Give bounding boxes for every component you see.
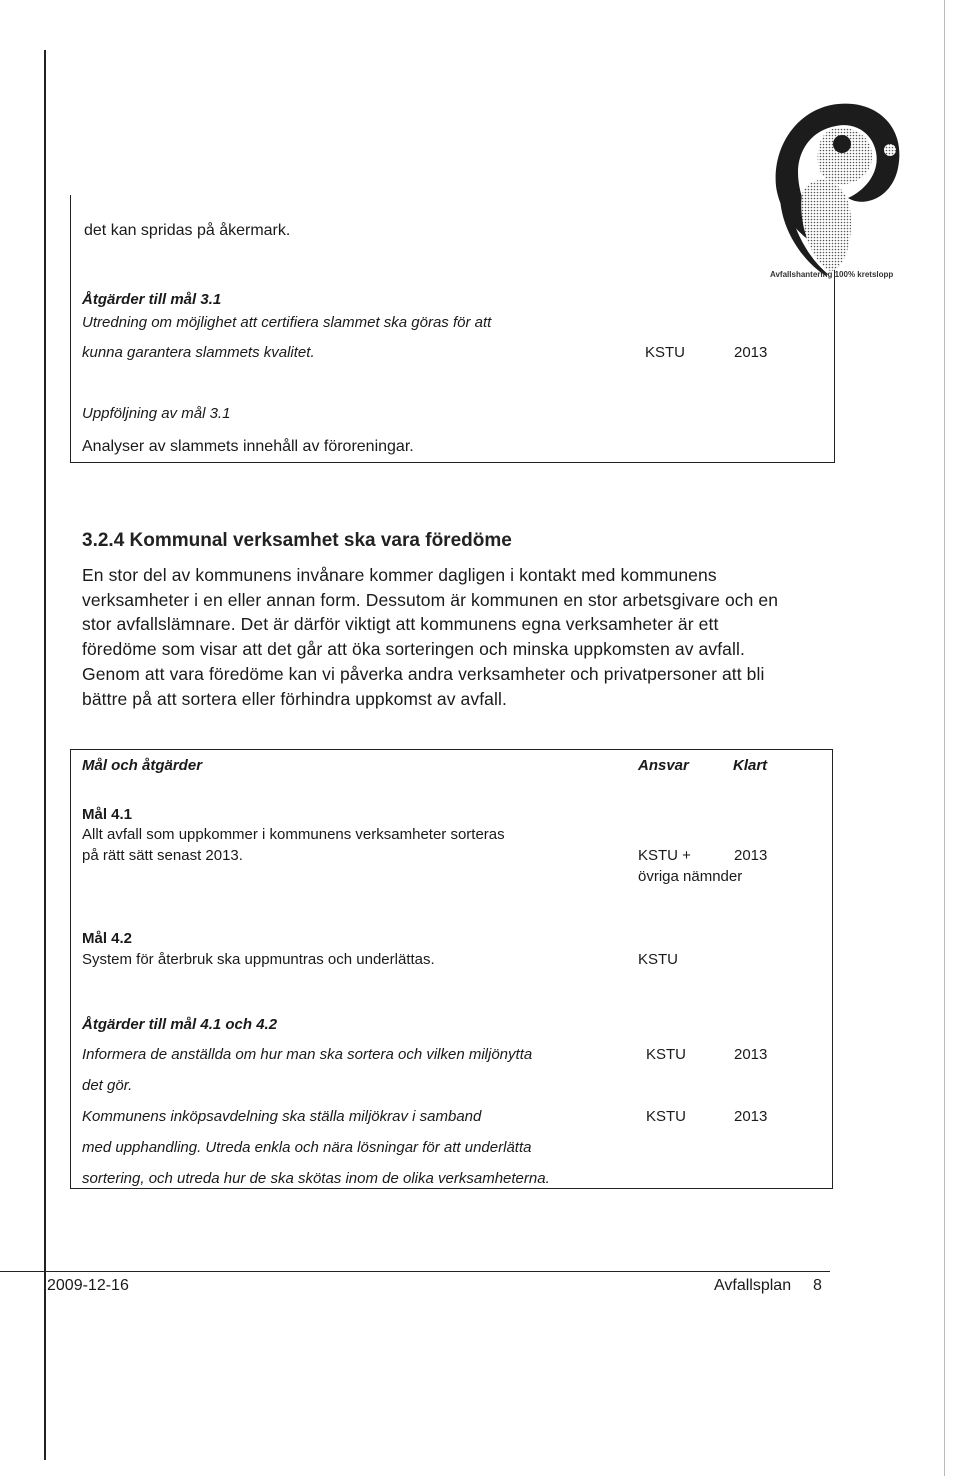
goal-4-1-title: Mål 4.1 bbox=[82, 806, 133, 823]
action-4-2-year: 2013 bbox=[734, 1108, 768, 1125]
action-3-1-responsible: KSTU bbox=[645, 344, 686, 361]
actions-heading-4: Åtgärder till mål 4.1 och 4.2 bbox=[82, 1016, 278, 1033]
right-scan-edge bbox=[944, 0, 945, 1476]
action-3-1-line1: Utredning om möjlighet att certifiera slammet ska göras för att bbox=[82, 314, 492, 331]
paragraph-line: stor avfallslämnare. Det är därför viktigt att kommunens egna verksamheter är ett bbox=[82, 614, 719, 634]
logo-caption: Avfallshantering 100% kretslopp bbox=[770, 270, 894, 279]
action-4-2-line2: med upphandling. Utreda enkla och nära lösningar för att underlätta bbox=[82, 1139, 532, 1156]
goal-4-1-responsible-line2: övriga nämnder bbox=[638, 868, 743, 885]
section-heading: 3.2.4 Kommunal verksamhet ska vara föredöme bbox=[82, 530, 512, 551]
goal-4-1-responsible: KSTU + bbox=[638, 847, 691, 864]
left-margin-rule bbox=[44, 50, 46, 1460]
column-header-done: Klart bbox=[733, 757, 768, 774]
goal-4-1-line1: Allt avfall som uppkommer i kommunens verksamheter sorteras bbox=[82, 826, 505, 843]
column-header-responsible: Ansvar bbox=[638, 757, 689, 774]
followup-heading-3-1: Uppföljning av mål 3.1 bbox=[82, 405, 231, 422]
action-4-1-responsible: KSTU bbox=[646, 1046, 687, 1063]
actions-heading-3-1: Åtgärder till mål 3.1 bbox=[82, 291, 222, 308]
goal-4-2-title: Mål 4.2 bbox=[82, 930, 133, 947]
action-4-2-responsible: KSTU bbox=[646, 1108, 687, 1125]
action-3-1-line2: kunna garantera slammets kvalitet. bbox=[82, 344, 315, 361]
action-3-1-year: 2013 bbox=[734, 344, 768, 361]
paragraph-line: föredöme som visar att det går att öka sorteringen och minska uppkomsten av avfall. bbox=[82, 639, 745, 659]
action-4-2-line1: Kommunens inköpsavdelning ska ställa miljökrav i samband bbox=[82, 1108, 482, 1125]
footer-rule bbox=[0, 1271, 830, 1272]
followup-text-3-1: Analyser av slammets innehåll av föroreningar. bbox=[82, 438, 414, 455]
goal-4-2-text: System för återbruk ska uppmuntras och underlättas. bbox=[82, 951, 435, 968]
action-4-1-line2: det gör. bbox=[82, 1077, 133, 1094]
paragraph-line: En stor del av kommunens invånare kommer dagligen i kontakt med kommunens bbox=[82, 565, 717, 585]
goal-4-1-year: 2013 bbox=[734, 847, 768, 864]
action-4-2-line3: sortering, och utreda hur de ska skötas inom de olika verksamheterna. bbox=[82, 1170, 550, 1187]
recycling-figure-logo-icon bbox=[768, 98, 908, 278]
paragraph-line: Genom att vara föredöme kan vi påverka andra verksamheter och privatpersoner att bli bbox=[82, 664, 765, 684]
action-4-1-year: 2013 bbox=[734, 1046, 768, 1063]
page-number: 8 bbox=[813, 1277, 822, 1294]
footer-title: Avfallsplan bbox=[714, 1277, 792, 1294]
paragraph-line: verksamheter i en eller annan form. Dessutom är kommunen en stor arbetsgivare och en bbox=[82, 590, 779, 610]
intro-text: det kan spridas på åkermark. bbox=[84, 222, 291, 239]
goal-4-2-responsible: KSTU bbox=[638, 951, 679, 968]
footer-date: 2009-12-16 bbox=[47, 1277, 129, 1294]
column-header-goals: Mål och åtgärder bbox=[82, 757, 203, 774]
paragraph-line: bättre på att sortera eller förhindra uppkomst av avfall. bbox=[82, 689, 507, 709]
goal-4-1-line2: på rätt sätt senast 2013. bbox=[82, 847, 243, 864]
action-4-1-line1: Informera de anställda om hur man ska sortera och vilken miljönytta bbox=[82, 1046, 533, 1063]
